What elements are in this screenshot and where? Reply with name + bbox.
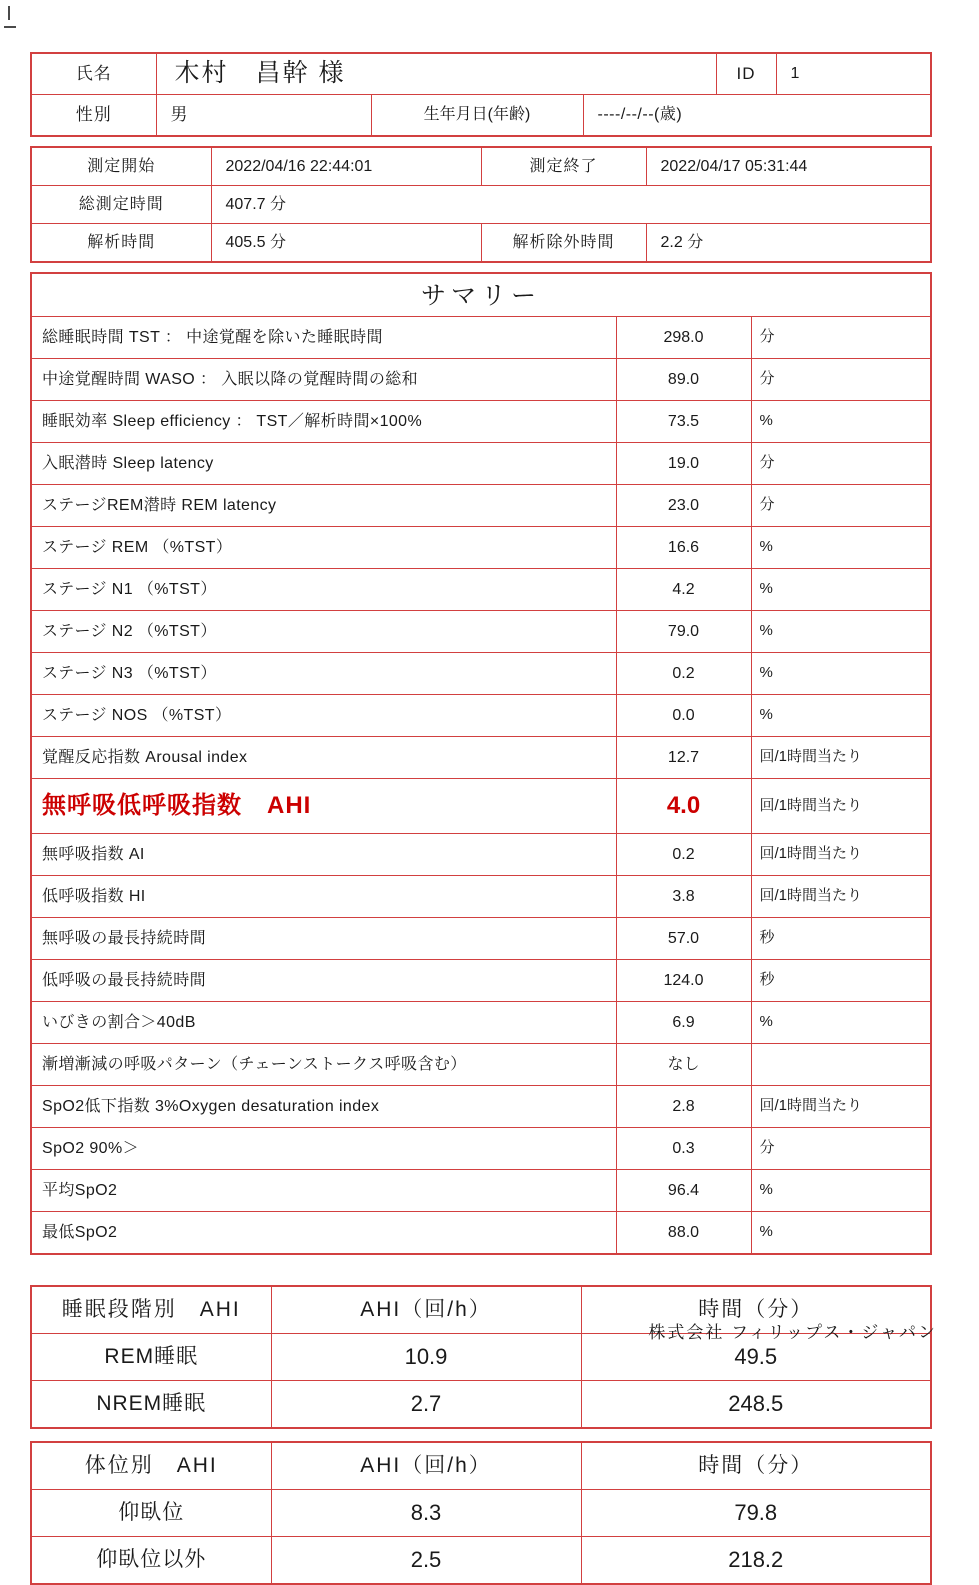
table-row — [31, 1537, 931, 1585]
table-row — [31, 443, 931, 485]
summary-row-value: 0.2 — [616, 653, 751, 695]
stage-ahi-value: 2.7 — [271, 1381, 581, 1429]
summary-table — [30, 272, 932, 1255]
sex-value: 男 — [156, 95, 371, 137]
summary-row-value: 96.4 — [616, 1170, 751, 1212]
table-row — [31, 95, 931, 137]
table-row — [31, 834, 931, 876]
table-row — [31, 1381, 931, 1429]
position-ahi-head-ahi: AHI（回/h） — [271, 1442, 581, 1490]
table-row — [31, 1170, 931, 1212]
summary-row-unit: % — [751, 611, 931, 653]
summary-row-unit: 回/1時間当たり — [751, 876, 931, 918]
summary-row-label: 睡眠効率 Sleep efficiency ： TST／解析時間×100% — [31, 401, 616, 443]
summary-row-value: 19.0 — [616, 443, 751, 485]
summary-row-value: 73.5 — [616, 401, 751, 443]
start-value: 2022/04/16 22:44:01 — [211, 147, 481, 186]
table-row — [31, 918, 931, 960]
summary-row-label: ステージREM潜時 REM latency — [31, 485, 616, 527]
summary-row-unit: % — [751, 401, 931, 443]
end-value: 2022/04/17 05:31:44 — [646, 147, 931, 186]
name-label: 氏名 — [31, 53, 156, 95]
summary-row-unit: % — [751, 1170, 931, 1212]
excluded-time-value: 2.2 分 — [646, 224, 931, 263]
position-ahi-value: 2.5 — [271, 1537, 581, 1585]
summary-row-value: 4.2 — [616, 569, 751, 611]
stage-ahi-category: REM睡眠 — [31, 1334, 271, 1381]
report-sheet — [30, 52, 930, 1585]
summary-row-label: 漸増漸減の呼吸パターン（チェーンストークス呼吸含む） — [31, 1044, 616, 1086]
summary-row-value: 6.9 — [616, 1002, 751, 1044]
table-row — [31, 147, 931, 186]
summary-row-unit: 分 — [751, 443, 931, 485]
total-time-value: 407.7 分 — [211, 186, 931, 224]
summary-row-value: 88.0 — [616, 1212, 751, 1255]
ahi-highlight-row — [31, 779, 931, 834]
table-row — [31, 569, 931, 611]
summary-title-row — [31, 273, 931, 317]
summary-row-label: いびきの割合＞40dB — [31, 1002, 616, 1044]
summary-row-unit: 分 — [751, 1128, 931, 1170]
summary-row-value: 124.0 — [616, 960, 751, 1002]
position-ahi-value: 8.3 — [271, 1490, 581, 1537]
summary-row-label: SpO2低下指数 3%Oxygen desaturation index — [31, 1086, 616, 1128]
stage-ahi-time: 248.5 — [581, 1381, 931, 1429]
summary-row-unit: % — [751, 695, 931, 737]
summary-row-label: ステージ N3 （%TST） — [31, 653, 616, 695]
table-row — [31, 1212, 931, 1255]
position-ahi-time: 79.8 — [581, 1490, 931, 1537]
stage-ahi-head-category: 睡眠段階別 AHI — [31, 1286, 271, 1334]
id-label: ID — [716, 53, 776, 95]
summary-row-label: ステージ NOS （%TST） — [31, 695, 616, 737]
table-row — [31, 53, 931, 95]
summary-row-unit: 回/1時間当たり — [751, 834, 931, 876]
summary-row-unit: 秒 — [751, 918, 931, 960]
table-row — [31, 485, 931, 527]
summary-row-unit: 回/1時間当たり — [751, 1086, 931, 1128]
summary-row-value: 0.0 — [616, 695, 751, 737]
summary-row-value: 16.6 — [616, 527, 751, 569]
summary-row-value: なし — [616, 1044, 751, 1086]
summary-row-unit: % — [751, 1212, 931, 1255]
ahi-label: 無呼吸低呼吸指数 AHI — [31, 779, 616, 834]
summary-row-unit: 回/1時間当たり — [751, 737, 931, 779]
sex-label: 性別 — [31, 95, 156, 137]
table-row — [31, 1002, 931, 1044]
summary-row-label: 中途覚醒時間 WASO ： 入眠以降の覚醒時間の総和 — [31, 359, 616, 401]
excluded-time-label: 解析除外時間 — [481, 224, 646, 263]
stage-ahi-head-ahi: AHI（回/h） — [271, 1286, 581, 1334]
scan-tick-icon — [4, 26, 16, 28]
summary-row-label: 総睡眠時間 TST ： 中途覚醒を除いた睡眠時間 — [31, 317, 616, 359]
summary-row-unit: 分 — [751, 359, 931, 401]
position-ahi-time: 218.2 — [581, 1537, 931, 1585]
summary-row-unit: 秒 — [751, 960, 931, 1002]
summary-row-label: 無呼吸指数 AI — [31, 834, 616, 876]
summary-row-unit: % — [751, 1002, 931, 1044]
summary-row-unit: 分 — [751, 317, 931, 359]
table-row — [31, 1044, 931, 1086]
summary-row-value: 0.3 — [616, 1128, 751, 1170]
summary-row-unit: % — [751, 653, 931, 695]
summary-row-label: 平均SpO2 — [31, 1170, 616, 1212]
summary-row-unit — [751, 1044, 931, 1086]
dob-value: ----/--/--(歳) — [583, 95, 931, 137]
table-row — [31, 317, 931, 359]
summary-title: サマリー — [31, 273, 931, 317]
table-row — [31, 876, 931, 918]
summary-row-label: ステージ N2 （%TST） — [31, 611, 616, 653]
summary-row-label: ステージ REM （%TST） — [31, 527, 616, 569]
table-row — [31, 359, 931, 401]
summary-row-value: 12.7 — [616, 737, 751, 779]
table-row — [31, 527, 931, 569]
summary-row-value: 0.2 — [616, 834, 751, 876]
table-header-row — [31, 1442, 931, 1490]
summary-row-label: ステージ N1 （%TST） — [31, 569, 616, 611]
ahi-unit: 回/1時間当たり — [751, 779, 931, 834]
summary-row-value: 3.8 — [616, 876, 751, 918]
summary-row-label: 低呼吸の最長持続時間 — [31, 960, 616, 1002]
measurement-timing-table — [30, 146, 932, 263]
table-row — [31, 653, 931, 695]
ahi-value: 4.0 — [616, 779, 751, 834]
summary-row-label: 最低SpO2 — [31, 1212, 616, 1255]
table-row — [31, 224, 931, 263]
summary-row-value: 57.0 — [616, 918, 751, 960]
summary-row-label: 低呼吸指数 HI — [31, 876, 616, 918]
table-row — [31, 695, 931, 737]
position-ahi-category: 仰臥位 — [31, 1490, 271, 1537]
table-row — [31, 737, 931, 779]
summary-row-label: 入眠潜時 Sleep latency — [31, 443, 616, 485]
stage-ahi-table — [30, 1285, 932, 1429]
stage-ahi-time: 49.5 — [581, 1334, 931, 1381]
table-row — [31, 611, 931, 653]
total-time-label: 総測定時間 — [31, 186, 211, 224]
end-label: 測定終了 — [481, 147, 646, 186]
summary-row-label: SpO2 90%＞ — [31, 1128, 616, 1170]
table-row — [31, 1086, 931, 1128]
footer-company-text: 株式会社 フィリップス・ジャパン — [648, 1323, 937, 1342]
summary-row-value: 79.0 — [616, 611, 751, 653]
stage-ahi-value: 10.9 — [271, 1334, 581, 1381]
stage-ahi-category: NREM睡眠 — [31, 1381, 271, 1429]
position-ahi-category: 仰臥位以外 — [31, 1537, 271, 1585]
summary-row-value: 298.0 — [616, 317, 751, 359]
summary-row-value: 23.0 — [616, 485, 751, 527]
stage-ahi-head-time: 時間（分） — [581, 1286, 931, 1334]
start-label: 測定開始 — [31, 147, 211, 186]
table-row — [31, 186, 931, 224]
name-value: 木村 昌幹 様 — [156, 53, 716, 95]
analysis-time-value: 405.5 分 — [211, 224, 481, 263]
scan-tick-icon — [8, 6, 10, 20]
summary-row-unit: % — [751, 569, 931, 611]
summary-row-label: 覚醒反応指数 Arousal index — [31, 737, 616, 779]
summary-row-value: 2.8 — [616, 1086, 751, 1128]
table-row — [31, 1490, 931, 1537]
position-ahi-table — [30, 1441, 932, 1585]
id-value: 1 — [776, 53, 931, 95]
patient-header-table — [30, 52, 932, 137]
dob-label: 生年月日(年齢) — [371, 95, 583, 137]
footer-company — [648, 1318, 937, 1343]
table-row — [31, 401, 931, 443]
summary-row-label: 無呼吸の最長持続時間 — [31, 918, 616, 960]
position-ahi-head-category: 体位別 AHI — [31, 1442, 271, 1490]
summary-row-unit: % — [751, 527, 931, 569]
table-row — [31, 960, 931, 1002]
summary-row-value: 89.0 — [616, 359, 751, 401]
position-ahi-head-time: 時間（分） — [581, 1442, 931, 1490]
summary-row-unit: 分 — [751, 485, 931, 527]
analysis-time-label: 解析時間 — [31, 224, 211, 263]
table-row — [31, 1128, 931, 1170]
